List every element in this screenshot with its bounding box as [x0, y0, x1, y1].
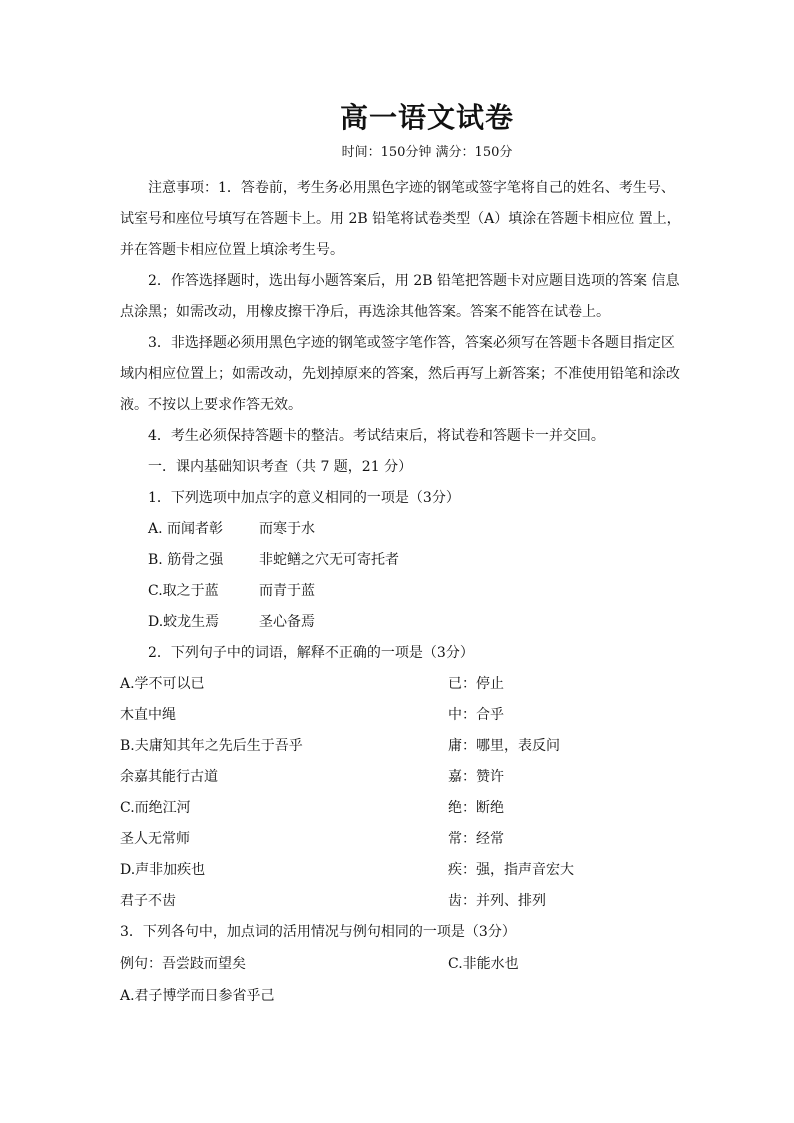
q2-row-left: D.声非加疾也 [120, 862, 206, 878]
q2-row-left: A.学不可以已 [120, 676, 205, 692]
q2-row-right: 疾：强，指声音宏大 [448, 862, 574, 878]
q1-option-c-pair: 而青于蓝 [259, 583, 315, 599]
q2-row-left: 圣人无常师 [120, 831, 190, 847]
q1-option-c: C.取之于蓝 [148, 583, 219, 599]
q2-row-right: 庸：哪里，表反问 [448, 738, 560, 754]
notice-line: 并在答题卡相应位置上填涂考生号。 [120, 242, 344, 258]
q1-option-a-pair: 而寒于水 [259, 521, 315, 537]
question-1-stem: 1．下列选项中加点字的意义相同的一项是（3分） [148, 490, 460, 506]
q2-row-right: 中：合乎 [448, 707, 504, 723]
q3-example: 例句：吾尝跂而望矣 [120, 956, 246, 972]
q1-option-a: A. 而闻者彰 [148, 521, 224, 537]
notice-line: 2．作答选择题时，选出每小题答案后，用 2B 铅笔把答题卡对应题目选项的答案 信息 [148, 273, 680, 289]
q1-option-b-pair: 非蛇鳝之穴无可寄托者 [259, 552, 399, 568]
q1-option-b: B. 筋骨之强 [148, 552, 224, 568]
section-heading: 一．课内基础知识考查（共 7 题，21 分） [148, 459, 413, 475]
q2-row-right: 嘉：赞许 [448, 769, 504, 785]
notice-line: 试室号和座位号填写在答题卡上。用 2B 铅笔将试卷类型（A）填涂在答题卡相应位 置上， [120, 211, 681, 227]
page-title: 高一语文试卷 [339, 101, 514, 134]
q2-row-left: C.而绝江河 [120, 800, 191, 816]
notice-line: 4．考生必须保持答题卡的整洁。考试结束后，将试卷和答题卡一并交回。 [148, 428, 605, 444]
q2-row-left: 木直中绳 [120, 707, 176, 723]
q2-row-right: 齿：并列、排列 [448, 893, 546, 909]
q1-option-d-pair: 圣心备焉 [259, 614, 315, 630]
q2-row-right: 绝：断绝 [448, 800, 504, 816]
q2-row-right: 常：经常 [448, 831, 504, 847]
notice-line: 点涂黑；如需改动，用橡皮擦干净后，再选涂其他答案。答案不能答在试卷上。 [120, 304, 610, 320]
q3-option-a: A.君子博学而日参省乎己 [120, 988, 275, 1004]
notice-line: 域内相应位置上；如需改动，先划掉原来的答案，然后再写上新答案；不准使用铅笔和涂改 [120, 366, 680, 382]
q2-row-right: 已：停止 [448, 676, 504, 692]
q2-row-left: 君子不齿 [120, 893, 176, 909]
q1-option-d: D.蛟龙生焉 [148, 614, 220, 630]
q3-option-c: C.非能水也 [448, 956, 519, 972]
question-3-stem: 3．下列各句中，加点词的活用情况与例句相同的一项是（3分） [120, 924, 516, 940]
q2-row-left: B.夫庸知其年之先后生于吾乎 [120, 738, 303, 754]
notice-line: 3．非选择题必须用黑色字迹的钢笔或签字笔作答，答案必须写在答题卡各题目指定区 [148, 335, 675, 351]
exam-time-info: 时间：150分钟 满分：150分 [341, 145, 513, 160]
notice-line: 注意事项：1．答卷前，考生务必用黑色字迹的钢笔或签字笔将自己的姓名、考生号、 [148, 180, 675, 196]
q2-row-left: 余嘉其能行古道 [120, 769, 218, 785]
notice-line: 液。不按以上要求作答无效。 [120, 397, 302, 413]
question-2-stem: 2．下列句子中的词语，解释不正确的一项是（3分） [148, 645, 474, 661]
